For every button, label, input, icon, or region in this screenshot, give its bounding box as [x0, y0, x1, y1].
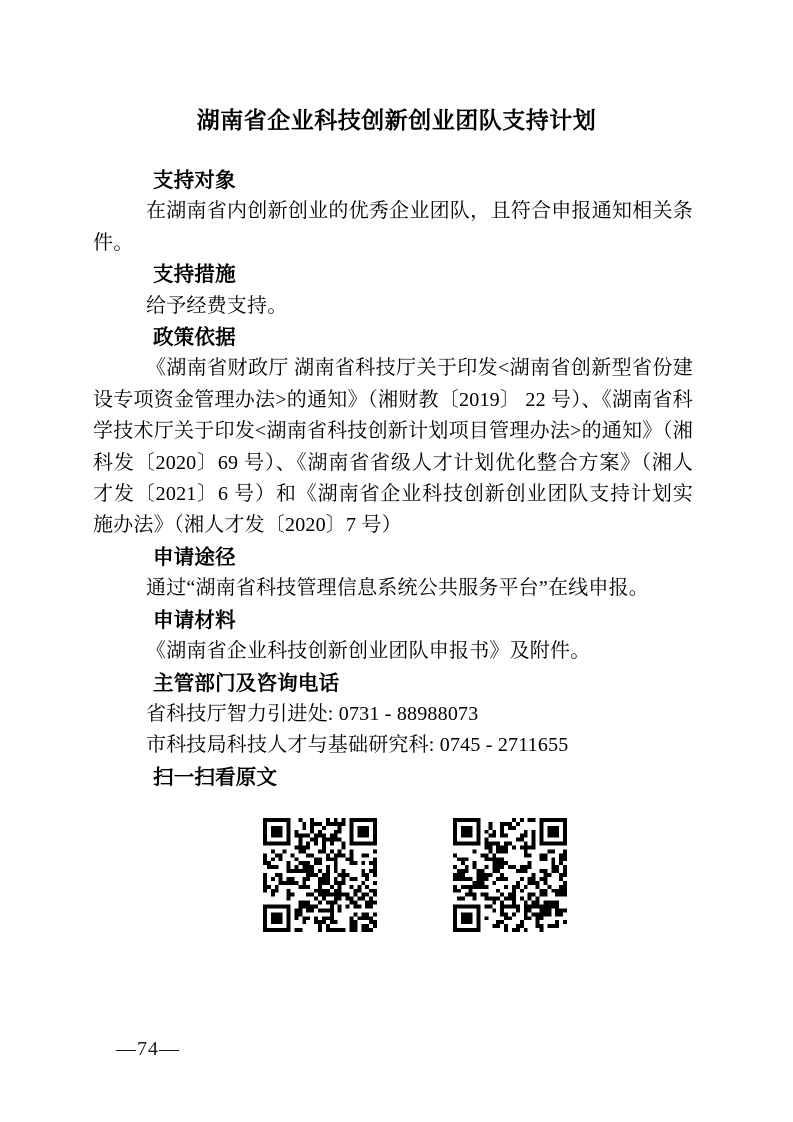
- section-heading-support-measures: 支持措施: [153, 263, 236, 287]
- page-number: —74—: [116, 1038, 180, 1060]
- section-application-materials: [93, 605, 693, 668]
- section-paragraph: 《湖南省财政厅 湖南省科技厅关于印发<湖南省创新型省份建设专项资金管理办法>的通知》（湘财教〔2019〕 22 号）、《湖南省科学技术厅关于印发<湖南省科技创新计划项目管理办法>的通知》（湘科发〔2020〕69 号）、《湖南省省级人才计划优化整合方案》（湘人才发〔2021〕6 号）和《湖南省企业科技创新创业团队支持计划实施办法》（湘人才发〔2020〕7 号）: [93, 357, 693, 537]
- section-paragraph: 通过“湖南省科技管理信息系统公共服务平台”在线申报。: [146, 577, 649, 600]
- section-paragraph: 《湖南省企业科技创新创业团队申报书》及附件。: [146, 640, 591, 663]
- qr-code-left: [263, 818, 377, 932]
- section-heading-policy-basis: 政策依据: [153, 326, 236, 350]
- page-title: 湖南省企业科技创新创业团队支持计划: [196, 107, 597, 133]
- section-support-measures: [93, 259, 693, 322]
- section-paragraph: 在湖南省内创新创业的优秀企业团队，且符合申报通知相关条件。: [93, 200, 693, 254]
- qr-code-right: [453, 818, 567, 932]
- section-contact: [93, 668, 693, 762]
- section-heading-support-target: 支持对象: [153, 169, 236, 192]
- document-body: [93, 165, 693, 932]
- section-heading-application-channel: 申请途径: [153, 545, 236, 569]
- section-paragraph: 给予经费支持。: [146, 294, 288, 317]
- section-application-channel: [93, 542, 693, 605]
- section-heading-application-materials: 申请材料: [153, 608, 236, 632]
- section-scan-original: [93, 762, 693, 793]
- section-policy-basis: [93, 322, 693, 542]
- section-heading-contact: 主管部门及咨询电话: [153, 671, 340, 695]
- section-support-target: [93, 165, 693, 259]
- section-heading-scan-original: 扫一扫看原文: [153, 765, 278, 789]
- contact-phone-provincial: 省科技厅智力引进处: 0731 - 88988073: [146, 702, 479, 725]
- qr-code-row: [263, 818, 693, 932]
- contact-phone-municipal: 市科技局科技人才与基础研究科: 0745 - 2711655: [146, 734, 569, 757]
